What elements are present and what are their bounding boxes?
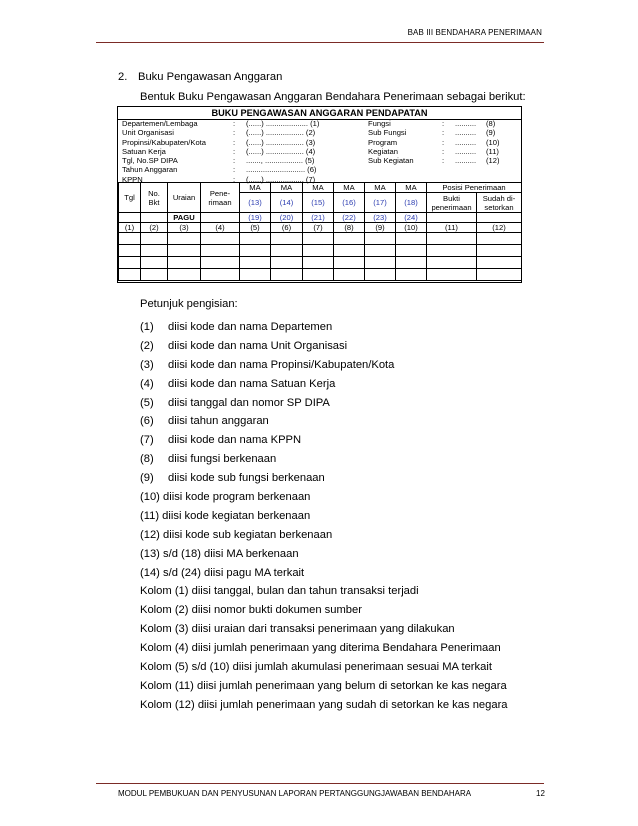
instructions-title: Petunjuk pengisian: [140,298,238,310]
instruction-number: (9) [140,472,154,485]
col-header-line: penerimaan [431,202,472,212]
table-cell [303,233,334,245]
instruction-item [140,677,508,696]
table-cell [365,269,396,281]
table-cell [396,245,427,257]
table-cell [201,269,240,281]
table-cell [303,245,334,257]
field-separator: : [442,128,445,138]
table-cell [240,245,271,257]
table-cell [271,269,303,281]
page-number: 12 [536,789,545,798]
field-separator: : [233,146,236,156]
col-header-ma: MA [240,183,271,193]
pagu-code: (24) [396,213,427,223]
table-cell [119,269,141,281]
section-number: 2. [118,71,128,83]
field-row [368,119,500,128]
instruction-item [140,620,508,639]
col-header-line: No. [148,188,160,198]
footer-text: MODUL PEMBUKUAN DAN PENYUSUNAN LAPORAN PERTANGGUNGJAWABAN BENDAHARA [118,789,472,798]
field-row [122,147,319,156]
field-code: (12) [486,156,500,166]
instruction-item [140,431,508,450]
table-cell [168,233,201,245]
instruction-item [140,564,508,583]
instruction-item [140,507,508,526]
table-row [119,245,522,257]
field-row [122,138,319,147]
col-header-line: Sudah di- [482,193,516,203]
column-number: (10) [396,223,427,233]
column-number: (8) [334,223,365,233]
instruction-text: Kolom (3) diisi uraian dari transaksi penerimaan yang dilakukan [140,623,455,636]
table-cell [119,233,141,245]
col-header-line: Pene- [209,188,231,198]
field-value: .......... [455,119,477,128]
table-cell [477,245,522,257]
column-number: (2) [141,223,168,233]
table-cell [141,257,168,269]
field-separator: : [442,156,445,166]
field-value: (......) .................. (3) [246,137,316,147]
table-cell [334,269,365,281]
table-cell [427,233,477,245]
instruction-text: diisi fungsi berkenaan [168,453,277,466]
ledger-table [118,182,522,281]
table-cell [365,233,396,245]
col-header-ma: MA [396,183,427,193]
table-cell [427,257,477,269]
pagu-label: PAGU [168,213,201,223]
table-cell [271,257,303,269]
footer-divider [96,783,544,784]
field-value: (......) .................... (1) [246,119,320,128]
table-cell [141,233,168,245]
ledger-left-fields [122,119,319,184]
table-cell [271,245,303,257]
col-header-line: setorkan [484,202,514,212]
column-number: (9) [365,223,396,233]
field-label: Departemen/Lembaga [122,119,198,128]
field-label: Satuan Kerja [122,146,166,156]
column-number: (1) [119,223,141,233]
col-header-bukti [427,193,477,213]
instruction-text: (10) diisi kode program berkenaan [140,491,311,504]
table-cell [477,269,522,281]
field-row [368,156,500,165]
field-separator: : [442,137,445,147]
col-header-ma: MA [334,183,365,193]
instruction-number: (4) [140,377,154,390]
section-intro: Bentuk Buku Pengawasan Anggaran Bendahara Penerimaan sebagai berikut: [140,91,526,103]
field-value: ............................ (6) [246,165,317,175]
table-row [119,269,522,281]
field-row [368,147,500,156]
ma-code: (17) [365,193,396,213]
ledger-right-fields [368,119,500,165]
instruction-text: diisi kode dan nama Departemen [168,321,333,333]
field-code: (11) [486,146,499,156]
col-header-sudah [477,193,522,213]
instruction-item [140,526,508,545]
column-number: (4) [201,223,240,233]
col-header-tgl: Tgl [119,183,141,213]
table-cell [427,269,477,281]
instruction-text: diisi tanggal dan nomor SP DIPA [168,396,330,409]
table-cell [396,257,427,269]
instruction-text: Kolom (1) diisi tanggal, bulan dan tahun transaksi terjadi [140,585,419,598]
col-header-no-bkt [141,183,168,213]
table-cell [271,233,303,245]
instruction-text: Kolom (2) diisi nomor bukti dokumen sumber [140,604,362,617]
table-cell [303,257,334,269]
ma-code: (13) [240,193,271,213]
pagu-code: (23) [365,213,396,223]
col-header-line: rimaan [208,197,232,207]
table-cell [477,213,522,223]
field-value: (......) .................. (7) [246,174,316,184]
field-code: (8) [486,119,496,128]
field-code: (9) [486,128,496,138]
col-header-posisi: Posisi Penerimaan [427,183,522,193]
table-cell [365,245,396,257]
col-header-penerimaan [201,183,240,213]
table-cell [119,213,141,223]
field-label: Fungsi [368,119,391,128]
table-cell [119,245,141,257]
ma-code: (16) [334,193,365,213]
ledger-form [117,106,522,283]
table-cell [365,257,396,269]
column-number: (6) [271,223,303,233]
table-cell [141,269,168,281]
field-value: .......... [455,146,477,156]
field-label: Tgl, No.SP DIPA [122,156,178,166]
column-number-row [119,223,522,233]
column-number: (3) [168,223,201,233]
table-cell [168,269,201,281]
instruction-item [140,394,508,413]
pagu-row [119,213,522,223]
table-cell [168,245,201,257]
col-header-ma: MA [365,183,396,193]
field-label: Kegiatan [368,146,398,156]
instruction-text: diisi kode dan nama Satuan Kerja [168,377,336,390]
col-header-ma: MA [271,183,303,193]
ma-code: (15) [303,193,334,213]
instruction-item [140,696,508,715]
instruction-item [140,412,508,431]
field-separator: : [233,137,236,147]
instruction-number: (5) [140,396,154,409]
field-label: Sub Fungsi [368,128,407,138]
instruction-item [140,375,508,394]
table-cell [119,257,141,269]
table-cell [477,233,522,245]
table-cell [303,269,334,281]
instruction-text: (11) diisi kode kegiatan berkenaan [140,509,311,522]
table-cell [396,233,427,245]
field-label: Propinsi/Kabupaten/Kota [122,137,207,147]
instruction-number: (7) [140,434,154,447]
instructions-list [140,318,508,715]
table-cell [334,257,365,269]
pagu-code: (19) [240,213,271,223]
field-separator: : [233,174,236,184]
instruction-text: (13) s/d (18) diisi MA berkenaan [140,547,299,560]
instruction-text: diisi tahun anggaran [168,415,269,428]
table-cell [334,233,365,245]
table-cell [334,245,365,257]
field-separator: : [233,165,236,175]
field-separator: : [442,146,445,156]
pagu-code: (21) [303,213,334,223]
instruction-text: diisi kode dan nama Propinsi/Kabupaten/Kota [168,358,395,371]
field-code: (10) [486,137,500,147]
field-row [368,138,500,147]
instruction-item [140,639,508,658]
field-value: .......... [455,128,477,138]
instruction-text: Kolom (12) diisi jumlah penerimaan yang sudah di setorkan ke kas negara [140,698,508,711]
instruction-item [140,469,508,488]
section-title: Buku Pengawasan Anggaran [138,71,283,83]
col-header-line: Bkt [148,197,160,207]
table-cell [396,269,427,281]
instruction-text: (12) diisi kode sub kegiatan berkenaan [140,528,333,541]
field-label: KPPN [122,174,143,184]
table-cell [141,213,168,223]
field-row [122,156,319,165]
field-value: (......) .................. (4) [246,146,316,156]
field-value: ......., .................. (5) [246,156,315,166]
ma-code: (18) [396,193,427,213]
column-number: (11) [427,223,477,233]
section-heading [118,71,282,83]
field-separator: : [233,156,236,166]
instruction-item [140,318,508,337]
field-row [122,165,319,174]
instruction-text: (14) s/d (24) diisi pagu MA terkait [140,566,305,579]
field-value: (......) .................. (2) [246,128,316,138]
table-cell [240,233,271,245]
field-label: Program [368,137,398,147]
table-row [119,257,522,269]
instruction-item [140,488,508,507]
table-cell [477,257,522,269]
column-number: (5) [240,223,271,233]
table-cell [201,257,240,269]
column-number: (12) [477,223,522,233]
instruction-text: Kolom (5) s/d (10) diisi jumlah akumulasi penerimaan sesuai MA terkait [140,661,492,674]
table-cell [201,245,240,257]
instruction-item [140,450,508,469]
field-separator: : [233,128,236,138]
instruction-item [140,545,508,564]
instruction-number: (1) [140,321,154,333]
field-value: .......... [455,137,477,147]
instruction-item [140,658,508,677]
instruction-item [140,356,508,375]
column-number: (7) [303,223,334,233]
ledger-title: BUKU PENGAWASAN ANGGARAN PENDAPATAN [211,108,428,118]
field-value: .......... [455,156,477,166]
table-cell [427,213,477,223]
field-separator: : [442,119,445,128]
instruction-number: (3) [140,358,154,371]
field-label: Tahun Anggaran [122,165,178,175]
chapter-header: BAB III BENDAHARA PENERIMAAN [407,28,542,37]
col-header-uraian: Uraian [168,183,201,213]
table-header-row [119,183,522,193]
ma-code: (14) [271,193,303,213]
table-cell [427,245,477,257]
field-row [368,128,500,137]
field-row [122,119,319,128]
col-header-line: Bukti [443,193,460,203]
instruction-text: Kolom (4) diisi jumlah penerimaan yang diterima Bendahara Penerimaan [140,642,501,655]
pagu-code: (22) [334,213,365,223]
table-cell [240,257,271,269]
table-row [119,233,522,245]
instruction-number: (2) [140,339,154,352]
col-header-ma: MA [303,183,334,193]
instruction-text: diisi kode sub fungsi berkenaan [168,472,325,485]
instruction-number: (6) [140,415,154,428]
instruction-item [140,582,508,601]
table-cell [168,257,201,269]
instruction-item [140,601,508,620]
instruction-text: diisi kode dan nama Unit Organisasi [168,339,348,352]
table-cell [201,213,240,223]
field-row [122,128,319,137]
instruction-text: diisi kode dan nama KPPN [168,434,302,447]
field-separator: : [233,119,236,128]
header-divider [96,42,544,43]
table-cell [141,245,168,257]
table-cell [201,233,240,245]
field-label: Unit Organisasi [122,128,174,138]
pagu-code: (20) [271,213,303,223]
field-label: Sub Kegiatan [368,156,414,166]
ledger-entry-rows [119,233,522,281]
instruction-item [140,337,508,356]
instruction-text: Kolom (11) diisi jumlah penerimaan yang belum di setorkan ke kas negara [140,679,507,692]
instruction-number: (8) [140,453,154,466]
table-cell [240,269,271,281]
